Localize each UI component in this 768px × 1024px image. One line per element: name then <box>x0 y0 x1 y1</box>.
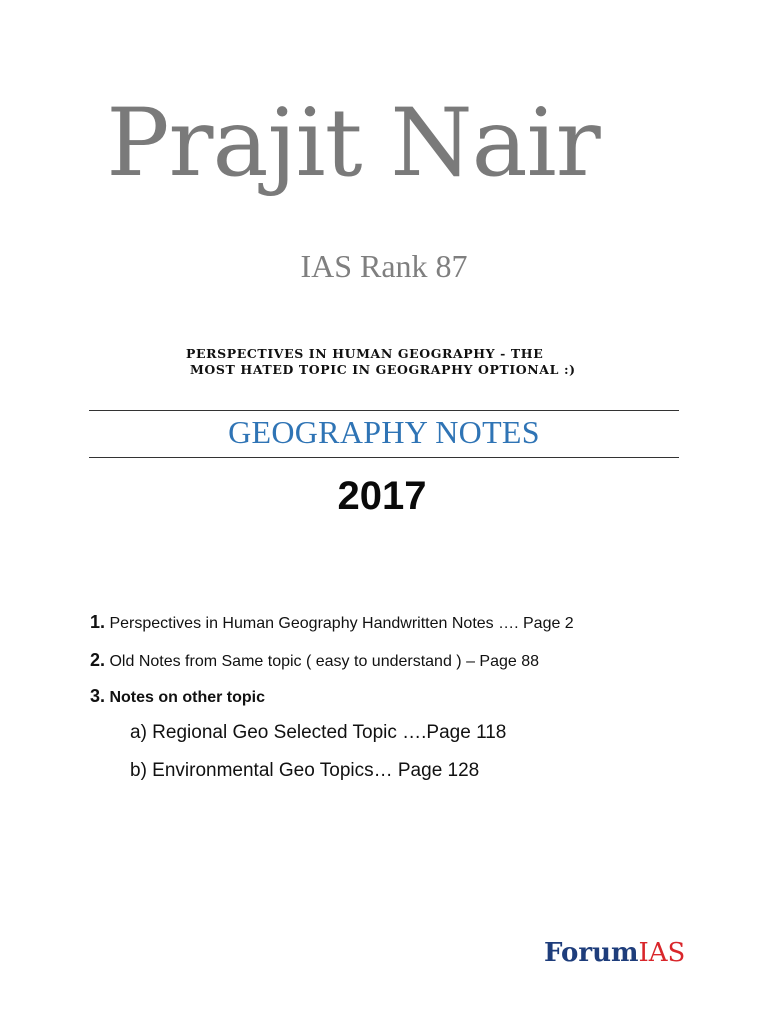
item-number: 2. <box>90 650 106 670</box>
subtitle-line-2: MOST HATED TOPIC IN GEOGRAPHY OPTIONAL :) <box>190 362 576 377</box>
subtitle-line-1: PERSPECTIVES IN HUMAN GEOGRAPHY - THE <box>186 346 544 361</box>
contents-item <box>90 612 574 633</box>
contents-subitem: b) Environmental Geo Topics… Page 128 <box>130 760 480 781</box>
document-subtitle <box>186 346 606 378</box>
author-name: Prajit Nair <box>106 89 600 198</box>
logo-part-forum: Forum <box>544 938 639 968</box>
item-number: 3. <box>90 686 106 706</box>
year-heading: 2017 <box>337 474 427 518</box>
contents-item <box>90 686 265 707</box>
author-rank: IAS Rank 87 <box>300 248 468 284</box>
item-text: Old Notes from Same topic ( easy to understand ) – Page 88 <box>109 653 540 670</box>
item-number: 1. <box>90 612 106 632</box>
logo-part-ias: IAS <box>638 938 686 968</box>
contents-item <box>90 650 539 671</box>
forumias-logo <box>544 938 685 968</box>
section-title: GEOGRAPHY NOTES <box>228 414 540 450</box>
top-divider <box>89 410 679 411</box>
contents-subitem: a) Regional Geo Selected Topic ….Page 118 <box>130 722 507 743</box>
item-text: Perspectives in Human Geography Handwritten Notes …. Page 2 <box>109 615 574 632</box>
bottom-divider <box>89 457 679 458</box>
item-text: Notes on other topic <box>109 689 266 706</box>
